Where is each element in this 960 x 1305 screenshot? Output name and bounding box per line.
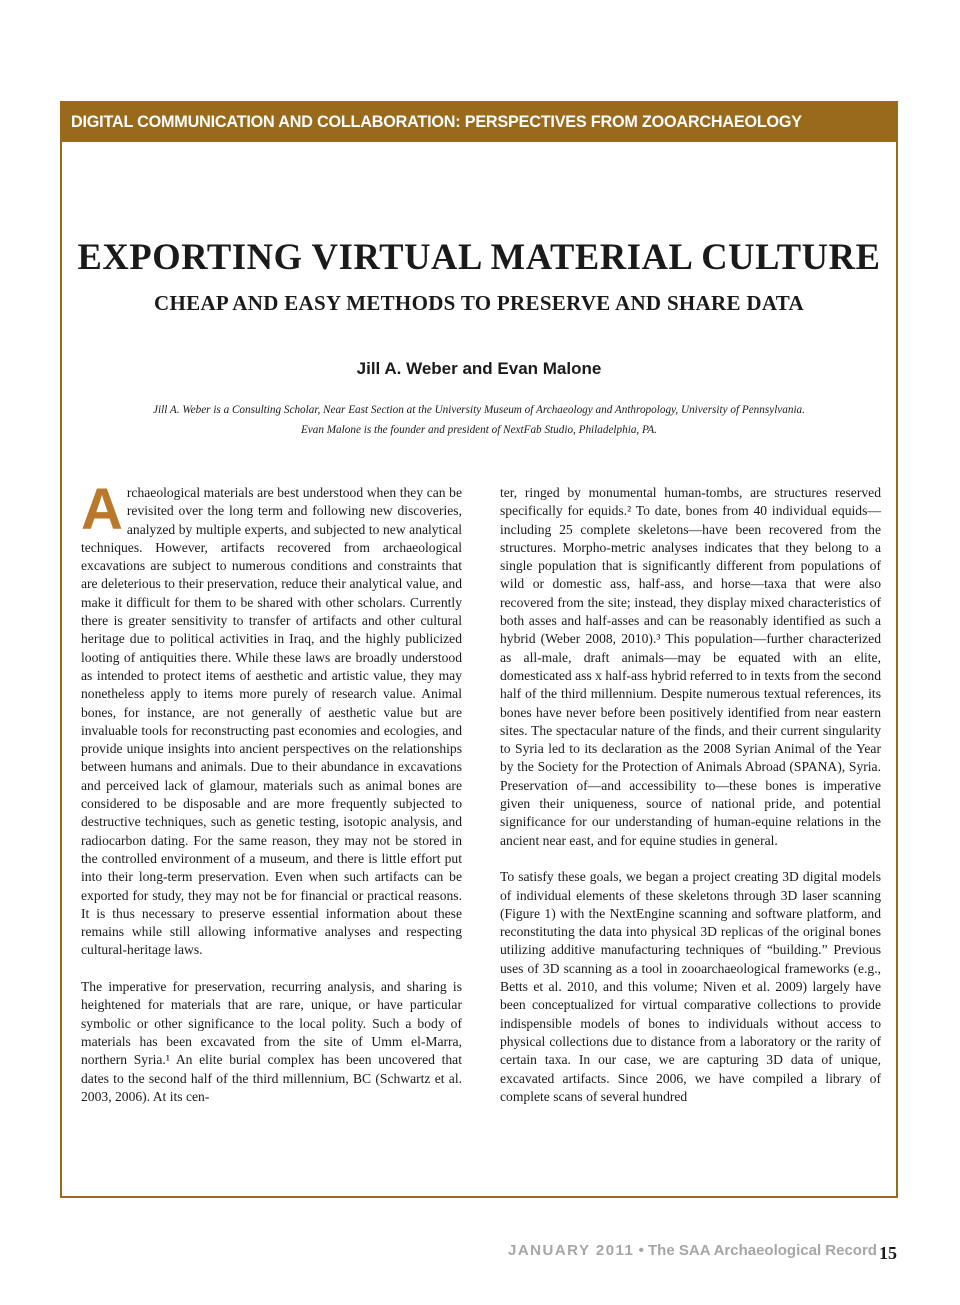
body-column-right	[500, 484, 881, 1124]
footer-bullet: •	[638, 1242, 644, 1259]
body-paragraph: To satisfy these goals, we began a project creating 3D digital models of individual elements of these skeletons through 3D laser scanning (Figure 1) with the NextEngine scanning and software platform, and reconstituting the data into physical 3D replicas of the original bones utilizing additive manufacturing techniques of “building.” Previous uses of 3D scanning as a tool in zooarchaeological frameworks (e.g., Betts et al. 2010, and this volume; Niven et al. 2009) largely have been conceptualized for virtual comparative collections to provide indispensible models of bones to individuals without access to physical collections due to distance from a laboratory or the rarity of certain taxa. In our case, we are capturing 3D data of unique, excavated artifacts. Since 2006, we have compiled a library of complete scans of several hundred	[500, 869, 881, 1104]
drop-cap: A	[81, 477, 123, 542]
section-banner: DIGITAL COMMUNICATION AND COLLABORATION: PERSPECTIVES FROM ZOOARCHAEOLOGY	[62, 103, 896, 142]
footer-issue-date: JANUARY 2011	[508, 1242, 635, 1259]
article-authors: Jill A. Weber and Evan Malone	[356, 359, 602, 378]
article-subtitle: CHEAP AND EASY METHODS TO PRESERVE AND SHARE DATA	[154, 291, 804, 315]
paragraph-text: rchaeological materials are best understood when they can be revisited over the long term and following new discoveries, analyzed by multiple experts, and subjected to new analytical techniques. However, artifacts recovered from archaeological excavations are subject to numerous conditions and constraints that are deleterious to their preservation, reduce their analytical value, and make it difficult for them to be shared with other scholars. Currently there is greater sensitivity to transfer of artifacts and other cultural heritage due to political activities in Iraq, and the highly publicized looting of antiquities there. While these laws are broadly understood as intended to protect items of aesthetic and artistic value, they may nonetheless apply to items more purely of research value. Animal bones, for instance, are not generally of aesthetic value but are invaluable tools for reconstructing past economies and ecologies, and provide unique insights into ancient perspectives on the relationships between humans and animals. Due to their abundance in excavations and perceived lack of glamour, materials such as animal bones are considered to be disposable and are more frequently subjected to destructive techniques, such as genetic testing, isotopic analysis, and radiocarbon dating. For the same reason, they may not be stored in the controlled environment of a museum, and there is little effort put into their long-term preservation. Even when such artifacts can be exported for study, they may not be for financial or practical reasons. It is thus necessary to preserve essential information about these remains while still allowing informative analyses and respecting cultural-heritage laws.	[81, 485, 462, 958]
author-affiliation: Evan Malone is the founder and president of NextFab Studio, Philadelphia, PA.	[300, 424, 658, 436]
body-column-left	[81, 477, 462, 1124]
page-number: 15	[879, 1243, 897, 1263]
article-title: EXPORTING VIRTUAL MATERIAL CULTURE	[77, 236, 881, 277]
article-frame	[60, 101, 898, 1198]
body-paragraph: The imperative for preservation, recurring analysis, and sharing is heightened for materials that are rare, unique, or have particular symbolic or other significance to the local polity. Such a body of materials has been excavated from the site of Umm el-Marra, northern Syria.¹ An elite burial complex has been uncovered that dates to the second half of the third millennium, BC (Schwartz et al. 2003, 2006). At its cen-	[81, 979, 462, 1104]
body-paragraph	[81, 477, 462, 960]
page-footer	[508, 1242, 877, 1259]
author-affiliation: Jill A. Weber is a Consulting Scholar, Near East Section at the University Museum of Archaeology and Anthropology, University of Pennsylvania.	[153, 404, 805, 416]
body-paragraph: ter, ringed by monumental human-tombs, are structures reserved specifically for equids.² To date, bones from 40 individual equids—including 25 complete skeletons—have been recovered from the structures. Morpho-metric analyses indicates that they belong to a single population that is significantly different from populations of wild or domestic ass, half-ass, and horse—taxa that were also recovered from the site; instead, they display mixed characteristics of both asses and half-asses and can be reasonably identified as such a hybrid (Weber 2008, 2010).³ This population—further characterized as all-male, draft animals—may be equated with an elite, domesticated ass x half-ass hybrid referred to in texts from the second half of the third millennium. Despite numerous textual references, its bones have never before been positively identified from near eastern sites. The spectacular nature of the finds, and their current singularity to Syria led to its declaration as the 2008 Syrian Animal of the Year by the Society for the Protection of Animals Abroad (SPANA), Syria. Preservation of—and accessibility to—these bones is imperative given their uniqueness, source of national pride, and potential significance for our understanding of human-equine relations in the ancient near east, and for equine studies in general.	[500, 485, 881, 848]
footer-publication: The SAA Archaeological Record	[648, 1242, 877, 1259]
